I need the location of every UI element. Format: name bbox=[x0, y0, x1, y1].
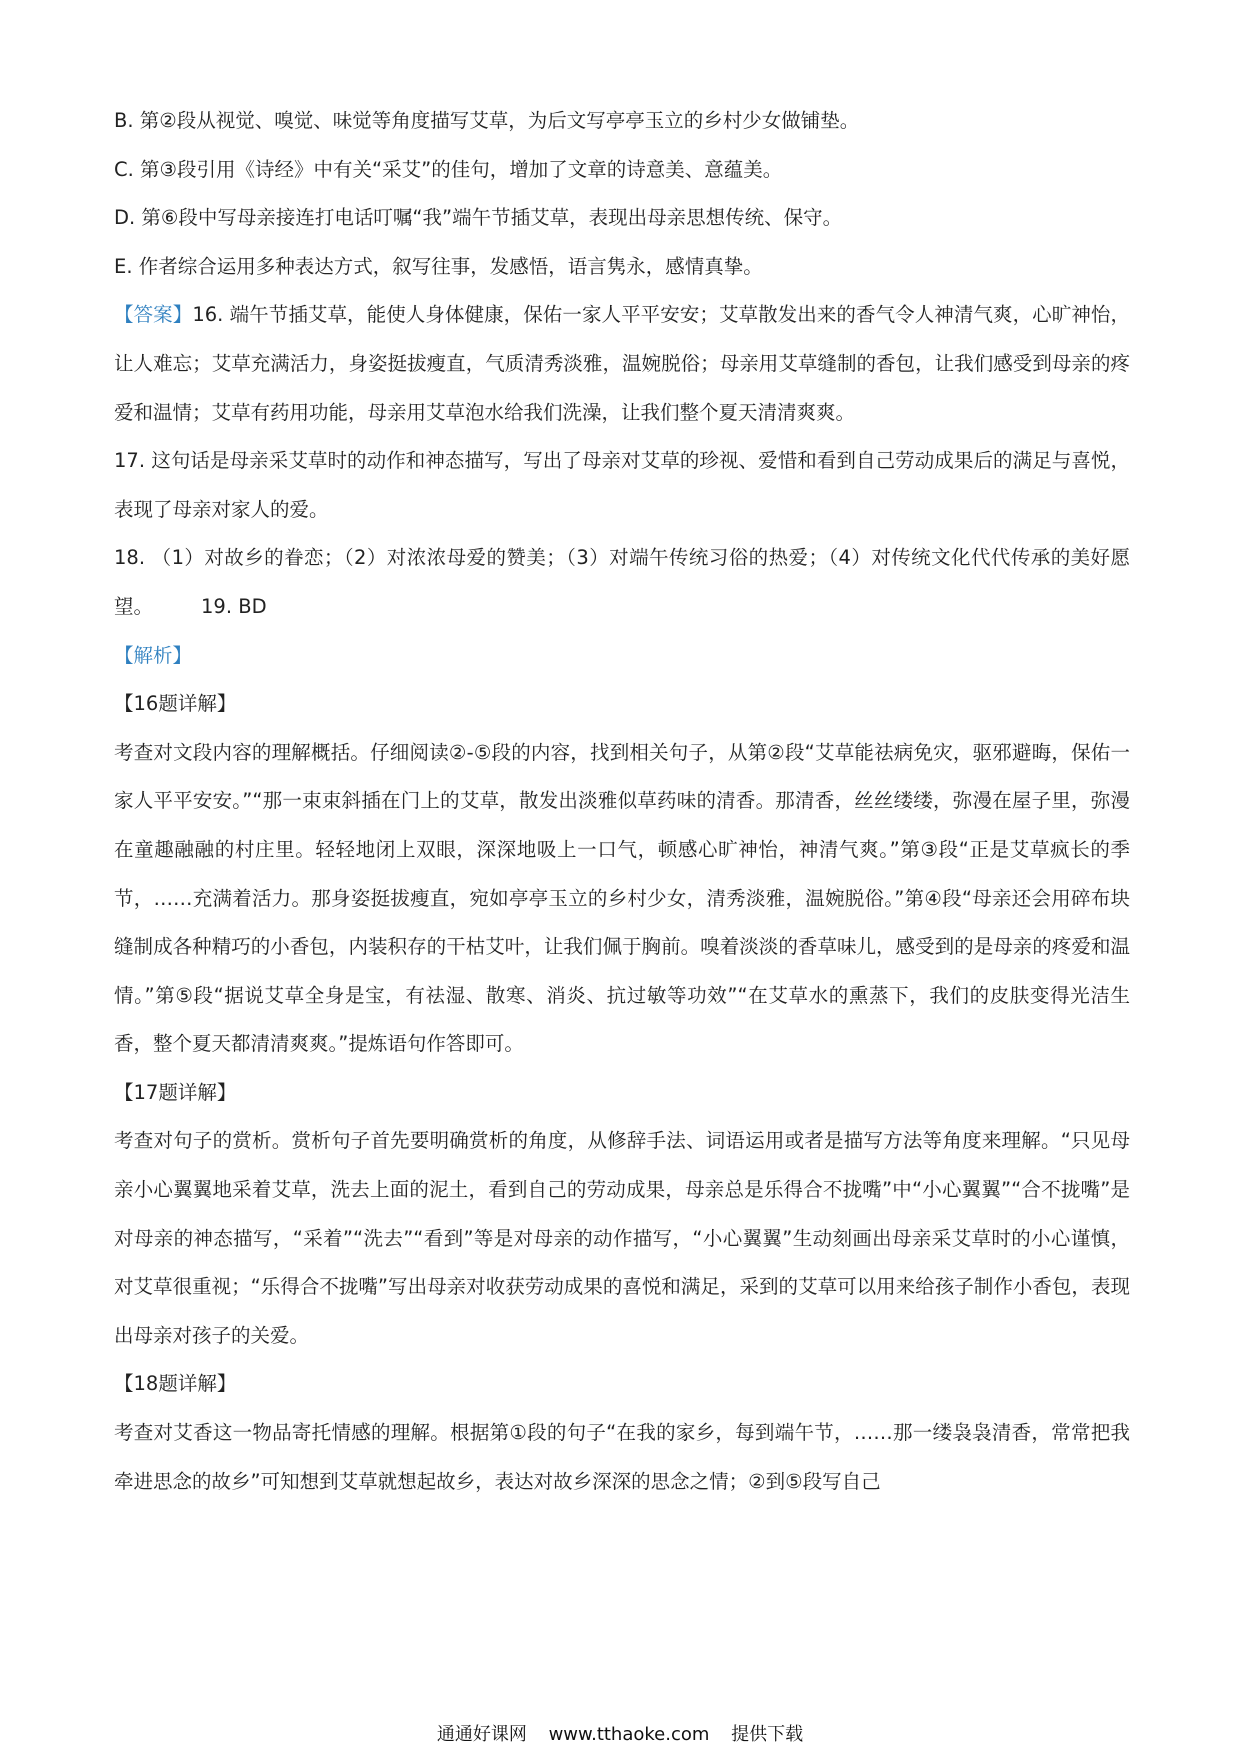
option-b: B. 第②段从视觉、嗅觉、味觉等角度描写艾草，为后文写亭亭玉立的乡村少女做铺垫。 bbox=[114, 109, 860, 132]
analysis-16: 考查对文段内容的理解概括。仔细阅读②-⑤段的内容，找到相关句子，从第②段“艾草能祛病免灾，驱邪避晦，保佑一家人平平安安。”“那一束束斜插在门上的艾草，散发出淡雅似草药味的清香。那清香，丝丝缕缕，弥漫在屋子里，弥漫在童趣融融的村庄里。轻轻地闭上双眼，深深地吸上一口气，顿感心旷神怡，神清气爽。”第③段“正是艾草疯长的季节，……充满着活力。那身姿挺拔瘦直，宛如亭亭玉立的乡村少女，清秀淡雅，温婉脱俗。”第④段“母亲还会用碎布块缝制成各种精巧的小香包，内装积存的干枯艾叶，让我们佩于胸前。嗅着淡淡的香草味儿，感受到的是母亲的疼爱和温情。”第⑤段“据说艾草全身是宝，有祛湿、散寒、消炎、抗过敏等功效”“在艾草水的熏蒸下，我们的皮肤变得光洁生香，整个夏天都清清爽爽。”提炼语句作答即可。 bbox=[114, 740, 1130, 1056]
footer-url[interactable]: www.tthaoke.com bbox=[548, 1724, 710, 1745]
heading-17: 【17题详解】 bbox=[114, 1080, 237, 1104]
answer-tag: 【答案】 bbox=[114, 303, 193, 327]
page-content bbox=[114, 97, 1130, 1506]
option-d: D. 第⑥段中写母亲接连打电话叮嘱“我”端午节插艾草，表现出母亲思想传统、保守。 bbox=[114, 206, 843, 230]
answer-18-19 bbox=[114, 534, 1130, 631]
option-e: E. 作者综合运用多种表达方式，叙写往事，发感悟，语言隽永，感情真挚。 bbox=[114, 254, 763, 278]
answer-16 bbox=[114, 291, 1130, 437]
page-footer bbox=[0, 1720, 1240, 1746]
footer-site-name: 通通好课网 bbox=[436, 1724, 527, 1745]
heading-16: 【16题详解】 bbox=[114, 692, 237, 716]
analysis-tag: 【解析】 bbox=[114, 643, 193, 667]
answer-17: 17. 这句话是母亲采艾草时的动作和神态描写，写出了母亲对艾草的珍视、爱惜和看到自己劳动成果后的满足与喜悦，表现了母亲对家人的爱。 bbox=[114, 449, 1130, 521]
analysis-18: 考查对艾香这一物品寄托情感的理解。根据第①段的句子“在我的家乡，每到端午节，……那一缕袅袅清香，常常把我牵进思念的故乡”可知想到艾草就想起故乡，表达对故乡深深的思念之情；②到⑤段写自己 bbox=[114, 1421, 1130, 1493]
answer-19-text: 19. BD bbox=[201, 594, 267, 618]
answer-18-text: 18. （1）对故乡的眷恋；（2）对浓浓母爱的赞美；（3）对端午传统习俗的热爱；（4）对传统文化代代传承的美好愿望。 bbox=[114, 546, 1130, 618]
answer-16-text: 16. 端午节插艾草，能使人身体健康，保佑一家人平平安安；艾草散发出来的香气令人神清气爽，心旷神怡，让人难忘；艾草充满活力，身姿挺拔瘦直，气质清秀淡雅，温婉脱俗；母亲用艾草缝制的香包，让我们感受到母亲的疼爱和温情；艾草有药用功能，母亲用艾草泡水给我们洗澡，让我们整个夏天清清爽爽。 bbox=[114, 303, 1130, 424]
analysis-17: 考查对句子的赏析。赏析句子首先要明确赏析的角度，从修辞手法、词语运用或者是描写方法等角度来理解。“只见母亲小心翼翼地采着艾草，洗去上面的泥土，看到自己的劳动成果，母亲总是乐得合不拢嘴”中“小心翼翼”“合不拢嘴”是对母亲的神态描写，“采着”“洗去”“看到”等是对母亲的动作描写，“小心翼翼”生动刻画出母亲采艾草时的小心谨慎，对艾草很重视；“乐得合不拢嘴”写出母亲对收获劳动成果的喜悦和满足，采到的艾草可以用来给孩子制作小香包，表现出母亲对孩子的关爱。 bbox=[114, 1129, 1130, 1347]
option-c: C. 第③段引用《诗经》中有关“采艾”的佳句，增加了文章的诗意美、意蕴美。 bbox=[114, 157, 783, 181]
heading-18: 【18题详解】 bbox=[114, 1372, 237, 1396]
footer-note: 提供下载 bbox=[731, 1724, 804, 1745]
